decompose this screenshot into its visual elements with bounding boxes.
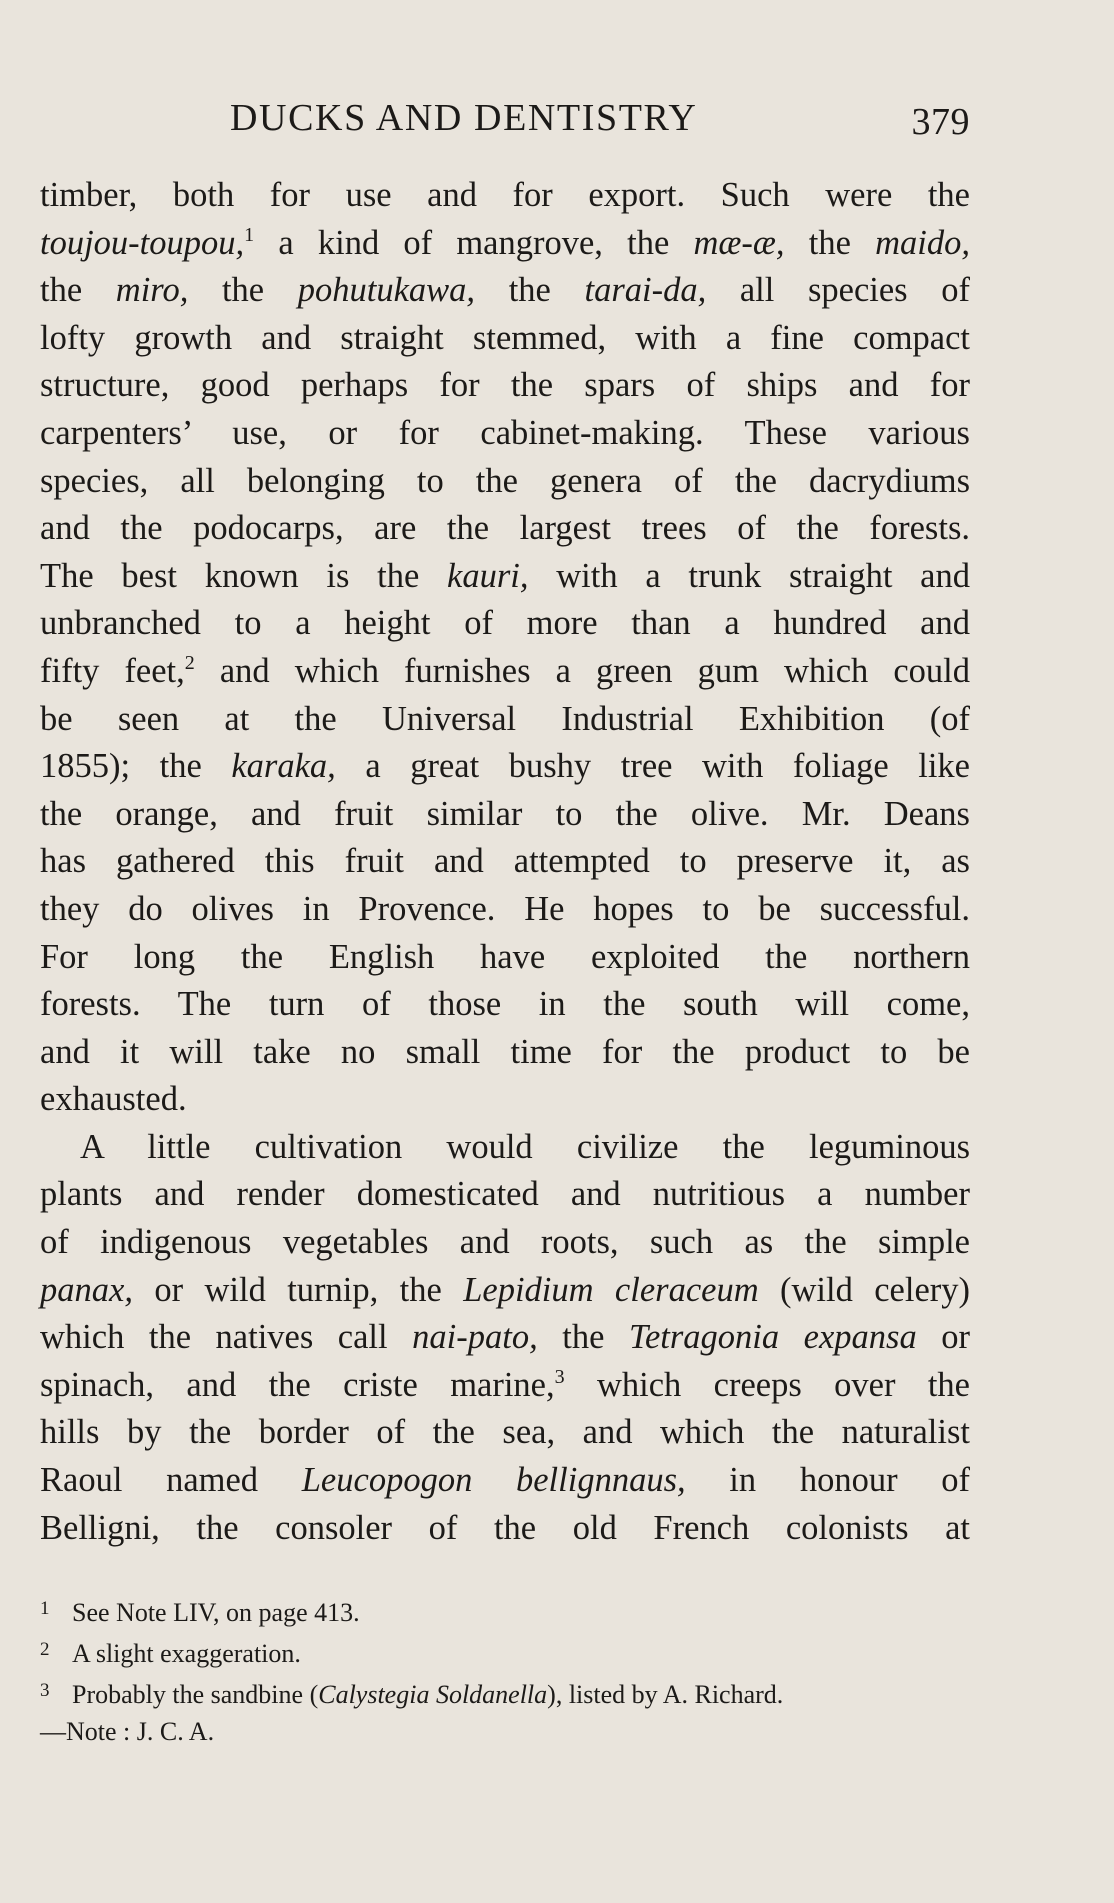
text-line: and it will take no small time for the product to be [40, 1032, 970, 1071]
text-line: hills by the border of the sea, and which the naturalist [40, 1413, 970, 1452]
footnote-ref: 2 [184, 651, 195, 674]
text-line: the orange, and fruit similar to the olive. Mr. Deans [40, 794, 970, 833]
text-line: plants and render domesticated and nutritious a number [40, 1175, 970, 1214]
text-line: and the podocarps, are the largest trees of the forests. [40, 509, 970, 548]
running-head [40, 96, 970, 150]
text-line: has gathered this fruit and attempted to preserve it, as [40, 842, 970, 881]
text-line: panax, or wild turnip, the Lepidium cleraceum (wild celery) [40, 1270, 970, 1309]
footnote: 1 See Note LIV, on page 413. [40, 1590, 970, 1631]
text-line: they do olives in Provence. He hopes to be successful. [40, 889, 970, 928]
footnote-number: 2 [40, 1639, 50, 1660]
text-line: fifty feet,$^2$ and which furnishes a green gum which could [40, 651, 970, 690]
footnote: 2 A slight exaggeration. [40, 1631, 970, 1672]
text-line: For long the English have exploited the northern [40, 937, 970, 976]
text-line: timber, both for use and for export. Such were the [40, 176, 970, 214]
footnote-number: 1 [40, 1598, 50, 1619]
text-line: species, all belonging to the genera of the dacrydiums [40, 461, 970, 500]
text-line: be seen at the Universal Industrial Exhibition (of [40, 699, 970, 738]
text-line: The best known is the kauri, with a trunk straight and [40, 556, 970, 595]
text-line: Raoul named Leucopogon bellignnaus, in honour of [40, 1461, 970, 1500]
text-line: lofty growth and straight stemmed, with a fine compact [40, 318, 970, 357]
running-title: DUCKS AND DENTISTRY [230, 97, 698, 139]
footnotes [40, 1590, 970, 1750]
footnote-number: 3 [40, 1680, 50, 1701]
text-line: unbranched to a height of more than a hundred and [40, 604, 970, 643]
text-line: toujou-toupou,$^1$ a kind of mangrove, the mæ-æ, the maido, [40, 223, 971, 262]
footnote-ref: 3 [554, 1365, 565, 1388]
page-number: 379 [911, 101, 970, 143]
text-line: of indigenous vegetables and roots, such as the simple [40, 1223, 970, 1262]
text-line: Belligni, the consoler of the old French colonists at [40, 1508, 970, 1547]
text-line: carpenters’ use, or for cabinet-making. These various [40, 413, 970, 452]
text-line: structure, good perhaps for the spars of ships and for [40, 366, 970, 405]
text-line: which the natives call nai-pato, the Tetragonia expansa or [40, 1318, 970, 1357]
body-text [40, 172, 970, 1552]
paragraph-start-line: A little cultivation would civilize the leguminous [80, 1127, 970, 1166]
text-line: spinach, and the criste marine,$^3$ which creeps over the [40, 1365, 970, 1404]
footnote: 3 Probably the sandbine (Calystegia Soldanella), listed by A. Richard. [40, 1672, 970, 1713]
text-line: the miro, the pohutukawa, the tarai-da, all species of [40, 271, 970, 310]
text-line: exhausted. [40, 1080, 187, 1119]
footnote-continuation: —Note : J. C. A. [40, 1717, 215, 1746]
text-line: 1855); the karaka, a great bushy tree with foliage like [40, 747, 970, 786]
text-line: forests. The turn of those in the south will come, [40, 985, 970, 1024]
footnote-ref: 1 [244, 223, 255, 246]
